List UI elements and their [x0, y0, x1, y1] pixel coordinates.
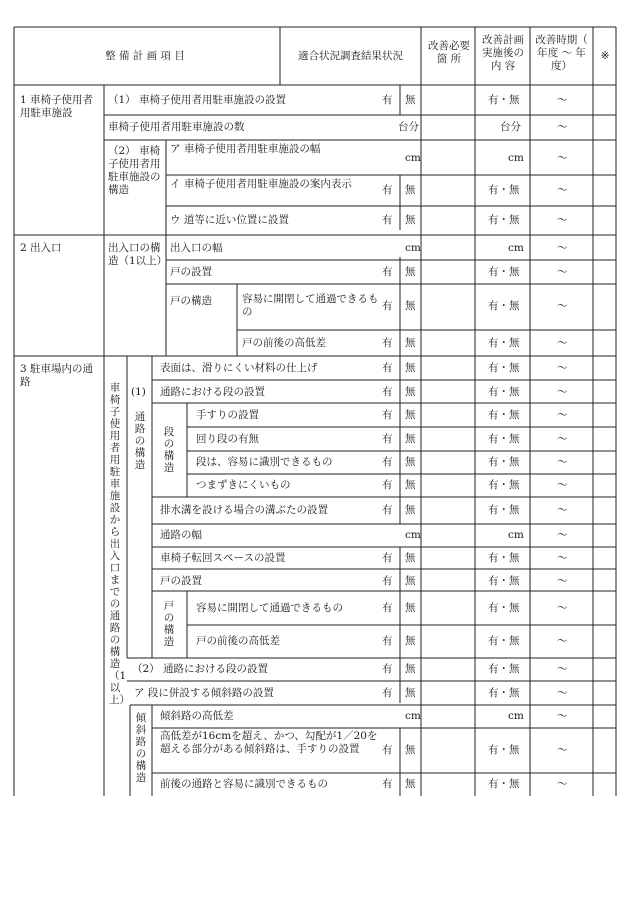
s3-step: 通路における段の設置: [160, 386, 265, 398]
arinashi: 有・無: [488, 663, 520, 675]
tilde: 〜: [557, 635, 568, 647]
unit-cm: cm: [405, 152, 421, 164]
nashi: 無: [405, 386, 416, 398]
arinashi: 有・無: [488, 575, 520, 587]
ari: 有: [382, 214, 393, 226]
nashi: 無: [405, 504, 416, 516]
ari: 有: [382, 504, 393, 516]
arinashi: 有・無: [488, 479, 520, 491]
nashi: 無: [405, 409, 416, 421]
nashi: 無: [405, 479, 416, 491]
ari: 有: [382, 433, 393, 445]
arinashi: 有・無: [488, 635, 520, 647]
s3-road-struct: 通路の構造: [134, 411, 146, 471]
s3-surface: 表面は、滑りにくい材料の仕上げ: [160, 362, 318, 374]
tilde: 〜: [557, 602, 568, 614]
arinashi: 有・無: [488, 687, 520, 699]
nashi: 無: [405, 552, 416, 564]
tilde: 〜: [557, 687, 568, 699]
s2-diff-label: 戸の前後の高低差: [242, 337, 326, 349]
arinashi: 有・無: [488, 602, 520, 614]
nashi: 無: [405, 602, 416, 614]
unit-cm: cm: [508, 529, 524, 541]
s3-turn: 車椅子転回スペースの設置: [160, 552, 286, 564]
tilde: 〜: [557, 575, 568, 587]
nashi: 無: [405, 575, 416, 587]
arinashi: 有・無: [488, 433, 520, 445]
nashi: 無: [405, 456, 416, 468]
nashi: 無: [405, 778, 416, 790]
nashi: 無: [405, 362, 416, 374]
s1-r1-label: （1） 車椅子使用者用駐車施設の設置: [108, 94, 287, 106]
nashi: 無: [405, 663, 416, 675]
ari: 有: [382, 575, 393, 587]
s3-vertical-label: 車椅子使用者用駐車施設から出入口までの通路の構造（1以上）: [109, 382, 130, 706]
tilde: 〜: [557, 214, 568, 226]
arinashi: 有・無: [488, 504, 520, 516]
ari: 有: [382, 337, 393, 349]
s2-title: 2 出入口: [20, 242, 62, 254]
ari: 有: [382, 456, 393, 468]
ari: 有: [382, 94, 393, 106]
tilde: 〜: [557, 184, 568, 196]
ari: 有: [382, 778, 393, 790]
s3-easy: 容易に開閉して通過できるもの: [196, 602, 343, 614]
tilde: 〜: [557, 552, 568, 564]
ari: 有: [382, 602, 393, 614]
s1-title: 1 車椅子使用者用駐車施設: [20, 94, 94, 119]
tilde: 〜: [557, 362, 568, 374]
tilde: 〜: [557, 242, 568, 254]
ari: 有: [382, 479, 393, 491]
ari: 有: [382, 266, 393, 278]
arinashi: 有・無: [488, 337, 520, 349]
ari: 有: [382, 184, 393, 196]
arinashi: 有・無: [488, 778, 520, 790]
arinashi: 有・無: [488, 362, 520, 374]
s3-ramp-visible: 前後の通路と容易に識別できるもの: [160, 778, 328, 790]
unit-cm: cm: [405, 710, 421, 722]
s3-ramp: ア 段に併設する傾斜路の設置: [134, 687, 274, 699]
s2-door-struct-label: 戸の構造: [170, 295, 212, 307]
s3-ramp-rail: 高低差が16cmを超え、かつ、勾配が1／20を超える部分がある傾斜路は、手すりの設置: [160, 730, 378, 755]
s3-ramp-struct: 傾斜路の構造: [135, 712, 147, 784]
nashi: 無: [405, 687, 416, 699]
s3-handrail: 手すりの設置: [196, 409, 259, 421]
ari: 有: [382, 663, 393, 675]
unit-cm: cm: [508, 710, 524, 722]
arinashi: 有・無: [488, 456, 520, 468]
s1-a-label: ア 車椅子使用者用駐車施設の幅: [170, 143, 321, 155]
tilde: 〜: [557, 152, 568, 164]
nashi: 無: [405, 214, 416, 226]
header-period: 改善時期（ 年度 〜 年度）: [535, 34, 588, 72]
header-mark: ※: [600, 50, 610, 62]
s2-easy-label: 容易に開閉して通過できるもの: [242, 293, 379, 318]
arinashi: 有・無: [488, 266, 520, 278]
ari: 有: [382, 409, 393, 421]
unit-cm: cm: [405, 242, 421, 254]
s3-drain: 排水溝を設ける場合の溝ぶたの設置: [160, 504, 328, 516]
header-need: 改善必要箇 所: [428, 40, 470, 65]
arinashi: 有・無: [488, 409, 520, 421]
s3-door-struct: 戸の構造: [163, 600, 175, 648]
s1-r2-label: 車椅子使用者用駐車施設の数: [108, 121, 245, 133]
s3-p2: （2） 通路における段の設置: [132, 663, 269, 675]
header-survey: 適合状況調査結果状況: [298, 50, 403, 62]
header-plan: 改善計画実施後の内 容: [482, 34, 524, 72]
tilde: 〜: [557, 94, 568, 106]
ari: 有: [382, 635, 393, 647]
ari: 有: [382, 744, 393, 756]
s2-group-label: 出入口の構造（1以上）: [108, 242, 168, 267]
ari: 有: [382, 362, 393, 374]
arinashi: 有・無: [488, 184, 520, 196]
s1-group2-label: （2） 車椅子使用者用駐車施設の構造: [108, 145, 161, 196]
s3-visible: 段は、容易に識別できるもの: [196, 456, 333, 468]
s3-trip: つまずきにくいもの: [196, 479, 291, 491]
unit-cm: cm: [508, 242, 524, 254]
tilde: 〜: [557, 479, 568, 491]
nashi: 無: [405, 433, 416, 445]
tilde: 〜: [557, 778, 568, 790]
ari: 有: [382, 386, 393, 398]
tilde: 〜: [557, 409, 568, 421]
s1-i-label: イ 車椅子使用者用駐車施設の案内表示: [170, 178, 352, 190]
unit-cm: cm: [405, 529, 421, 541]
unit-cm: cm: [508, 152, 524, 164]
s3-p1: (1): [131, 386, 146, 398]
s3-spiral: 回り段の有無: [196, 433, 259, 445]
arinashi: 有・無: [488, 300, 520, 312]
unit-daibun: 台分: [398, 121, 419, 133]
s2-width-label: 出入口の幅: [170, 242, 223, 254]
s3-door: 戸の設置: [160, 575, 202, 587]
unit-daibun: 台分: [500, 121, 521, 133]
tilde: 〜: [557, 121, 568, 133]
s1-u-label: ウ 道等に近い位置に設置: [170, 214, 289, 226]
tilde: 〜: [557, 300, 568, 312]
header-item: 整 備 計 画 項 目: [105, 50, 185, 62]
ari: 有: [382, 687, 393, 699]
s3-step-struct: 段の構造: [163, 426, 175, 474]
tilde: 〜: [557, 663, 568, 675]
tilde: 〜: [557, 744, 568, 756]
nashi: 無: [405, 184, 416, 196]
tilde: 〜: [557, 456, 568, 468]
s3-diff: 戸の前後の高低差: [196, 635, 280, 647]
nashi: 無: [405, 266, 416, 278]
ari: 有: [382, 300, 393, 312]
tilde: 〜: [557, 337, 568, 349]
tilde: 〜: [557, 529, 568, 541]
s2-door-label: 戸の設置: [170, 266, 212, 278]
tilde: 〜: [557, 386, 568, 398]
tilde: 〜: [557, 504, 568, 516]
s3-title: 3 駐車場内の通路: [20, 363, 94, 388]
nashi: 無: [405, 635, 416, 647]
s3-width: 通路の幅: [160, 529, 202, 541]
arinashi: 有・無: [488, 386, 520, 398]
nashi: 無: [405, 300, 416, 312]
tilde: 〜: [557, 266, 568, 278]
ari: 有: [382, 552, 393, 564]
arinashi: 有・無: [488, 744, 520, 756]
nashi: 無: [405, 337, 416, 349]
arinashi: 有・無: [488, 94, 520, 106]
arinashi: 有・無: [488, 552, 520, 564]
tilde: 〜: [557, 433, 568, 445]
nashi: 無: [405, 744, 416, 756]
tilde: 〜: [557, 710, 568, 722]
s3-ramp-diff: 傾斜路の高低差: [160, 710, 234, 722]
arinashi: 有・無: [488, 214, 520, 226]
nashi: 無: [405, 94, 416, 106]
